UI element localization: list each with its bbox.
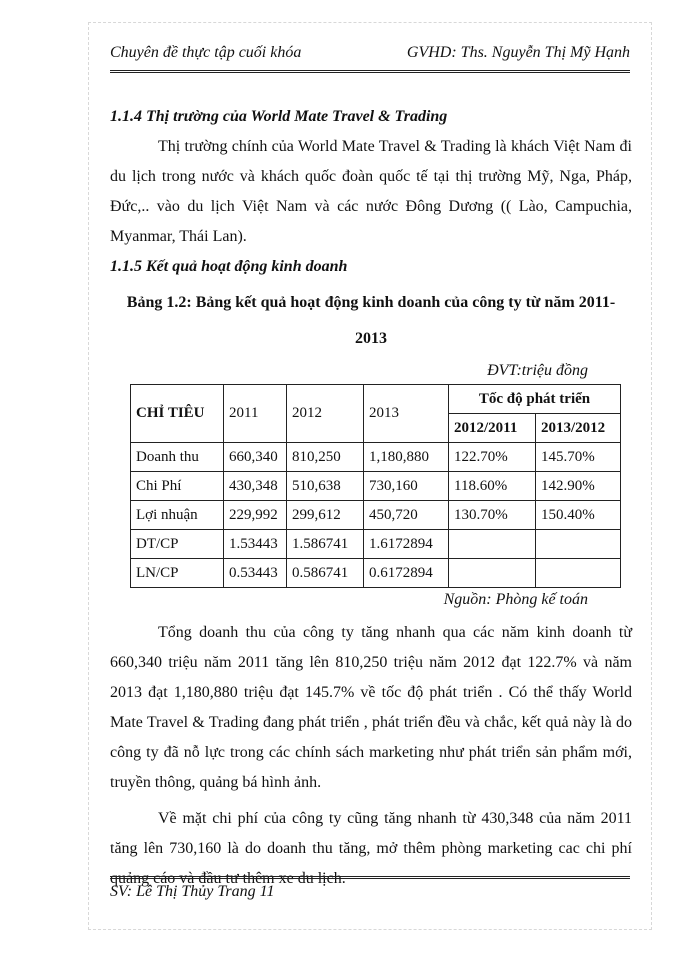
cell-2011: 0.53443 <box>224 559 287 588</box>
cell-2013: 1,180,880 <box>364 443 449 472</box>
footer-student: SV: Lê Thị Thủy Trang 11 <box>110 883 275 900</box>
cell-2013: 450,720 <box>364 501 449 530</box>
table-row <box>131 472 621 501</box>
cell-2012: 510,638 <box>287 472 364 501</box>
table-row <box>131 559 621 588</box>
page-content <box>110 102 632 894</box>
cell-growth-2012-2011: 118.60% <box>449 472 536 501</box>
header-2012-2011: 2012/2011 <box>449 414 536 443</box>
header-2012: 2012 <box>287 385 364 443</box>
unit-label: ĐVT:triệu đồng <box>487 362 588 379</box>
row-label: DT/CP <box>131 530 224 559</box>
cell-growth-2012-2011: 122.70% <box>449 443 536 472</box>
section-heading-results: 1.1.5 Kết quả hoạt động kinh doanh <box>110 258 348 275</box>
cell-growth-2012-2011 <box>449 559 536 588</box>
header-2011: 2011 <box>224 385 287 443</box>
header-2013: 2013 <box>364 385 449 443</box>
cell-2011: 660,340 <box>224 443 287 472</box>
table-row <box>131 530 621 559</box>
row-label: Chi Phí <box>131 472 224 501</box>
table-caption-line1: Bảng 1.2: Bảng kết quả hoạt động kinh doanh của công ty từ năm 2011- <box>126 294 616 311</box>
cell-2012: 0.586741 <box>287 559 364 588</box>
cell-growth-2013-2012 <box>536 530 621 559</box>
table-caption <box>110 288 632 354</box>
header-2013-2012: 2013/2012 <box>536 414 621 443</box>
cell-2011: 1.53443 <box>224 530 287 559</box>
table-caption-line2: 2013 <box>355 330 387 347</box>
table-source: Nguồn: Phòng kế toán <box>443 591 588 608</box>
cell-growth-2013-2012 <box>536 559 621 588</box>
table-header-row <box>131 385 621 414</box>
cell-growth-2013-2012: 142.90% <box>536 472 621 501</box>
cell-2013: 1.6172894 <box>364 530 449 559</box>
section-heading-market: 1.1.4 Thị trường của World Mate Travel & Trading <box>110 108 448 125</box>
cell-2011: 430,348 <box>224 472 287 501</box>
table-row <box>131 443 621 472</box>
market-paragraph: Thị trường chính của World Mate Travel & Trading là khách Việt Nam đi du lịch trong nước và khách quốc đoàn quốc tế tại thị trường Mỹ, Nga, Pháp, Đức,.. vào du lịch Việt Nam và các nước Đông Dương (( Lào, Campuchia, Myanmar, Thái Lan). <box>110 138 632 245</box>
row-label: Lợi nhuận <box>131 501 224 530</box>
cost-paragraph: Về mặt chi phí của công ty cũng tăng nhanh từ 430,348 của năm 2011 tăng lên 730,160 là do doanh thu tăng, mở thêm phòng marketing cac chi phí quảng cáo và đầu tư thêm xe du lịch. <box>110 810 632 887</box>
table-row <box>131 501 621 530</box>
page-footer <box>110 876 630 901</box>
cell-2012: 1.586741 <box>287 530 364 559</box>
cell-growth-2012-2011 <box>449 530 536 559</box>
header-supervisor: GVHD: Ths. Nguyễn Thị Mỹ Hạnh <box>406 44 630 61</box>
page-header <box>110 40 630 73</box>
cell-2013: 730,160 <box>364 472 449 501</box>
cell-2012: 299,612 <box>287 501 364 530</box>
cell-growth-2013-2012: 145.70% <box>536 443 621 472</box>
cell-growth-2012-2011: 130.70% <box>449 501 536 530</box>
row-label: Doanh thu <box>131 443 224 472</box>
cell-2013: 0.6172894 <box>364 559 449 588</box>
header-growth: Tốc độ phát triển <box>449 385 621 414</box>
cell-2011: 229,992 <box>224 501 287 530</box>
cell-2012: 810,250 <box>287 443 364 472</box>
cell-growth-2013-2012: 150.40% <box>536 501 621 530</box>
business-results-table <box>130 384 621 588</box>
revenue-paragraph: Tổng doanh thu của công ty tăng nhanh qua các năm kinh doanh từ 660,340 triệu năm 2011 tăng lên 810,250 triệu năm 2012 đạt 122.7% và năm 2013 đạt 1,180,880 triệu đạt 145.7% về tốc độ phát triển . Có thể thấy World Mate Travel & Trading đang phát triển , phát triển đều và chắc, kết quả này là do công ty đã nỗ lực trong các chính sách marketing như phát triển sản phẩm mới, truyền thông, quảng bá hình ảnh. <box>110 624 632 791</box>
header-indicator: CHỈ TIÊU <box>131 385 224 443</box>
row-label: LN/CP <box>131 559 224 588</box>
header-course-title: Chuyên đề thực tập cuối khóa <box>110 44 302 61</box>
